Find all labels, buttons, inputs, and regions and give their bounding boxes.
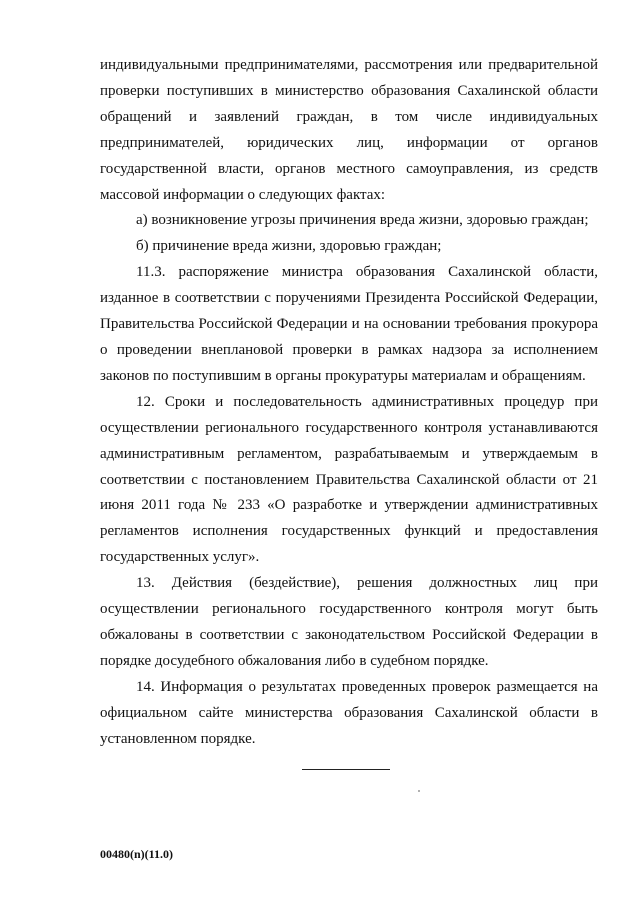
paragraph-13: 13. Действия (бездействие), решения должностных лиц при осуществлении регионального государственного контроля могут быть обжалованы в соответствии с законодательством Российской Федерации в порядке досудебного обжалования либо в судебном порядке.	[100, 575, 598, 669]
list-item-a: а) возникновение угрозы причинения вреда жизни, здоровью граждан;	[136, 212, 589, 229]
paragraph-11-3: 11.3. распоряжение министра образования Сахалинской области, изданное в соответствии с поручениями Президента Российской Федерации, Правительства Российской Федерации и на основании требования прокурора о проведении внеплановой проверки в рамках надзора за исполнением законов по поступившим в органы прокуратуры материалам и обращениям.	[100, 264, 598, 384]
paragraph-12: 12. Сроки и последовательность административных процедур при осуществлении регионального государственного контроля устанавливаются административным регламентом, разрабатываемым и утверждаемым в соответствии с постановлением Правительства Сахалинской области от 21 июня 2011 года № 233 «О разработке и утверждении административных регламентов исполнения государственных функций и предоставления государственных услуг».	[100, 393, 598, 566]
paragraph-14: 14. Информация о результатах проведенных проверок размещается на официальном сайте министерства образования Сахалинской области в установленном порядке.	[100, 678, 598, 747]
end-divider-line	[302, 769, 390, 770]
document-body	[100, 53, 598, 752]
scan-speck	[418, 790, 420, 792]
document-code: 00480(n)(11.0)	[100, 847, 173, 861]
list-item-b: б) причинение вреда жизни, здоровью граждан;	[136, 238, 442, 255]
paragraph-continuation: индивидуальными предпринимателями, рассмотрения или предварительной проверки поступивших в министерство образования Сахалинской области обращений и заявлений граждан, в том числе индивидуальных предпринимателей, юридических лиц, информации от органов государственной власти, органов местного самоуправления, из средств массовой информации о следующих фактах:	[100, 57, 598, 203]
